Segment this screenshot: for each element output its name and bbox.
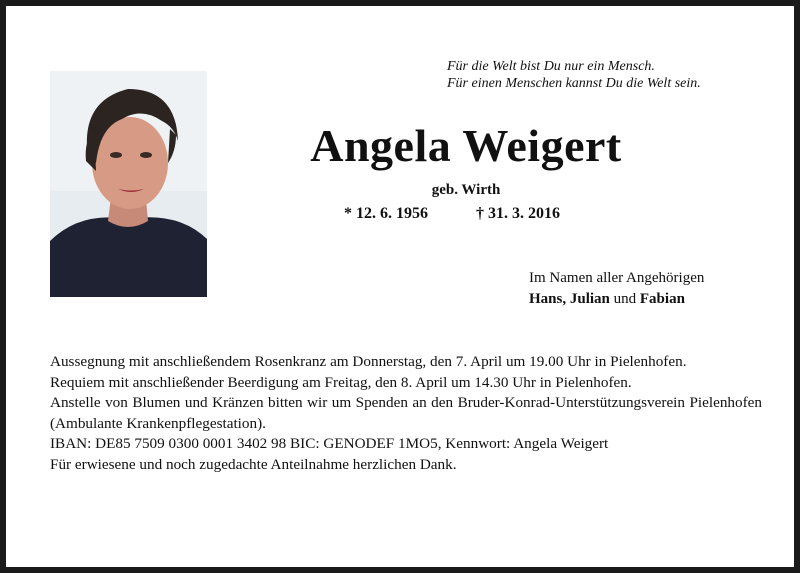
portrait-image	[50, 71, 207, 297]
family-signature	[529, 268, 704, 310]
paragraph-donations: Anstelle von Blumen und Kränzen bitten wir um Spenden an den Bruder-Konrad-Unterstützungsverein Pielenhofen (Ambulante Krankenpflegestation).	[50, 394, 762, 432]
death-date: † 31. 3. 2016	[476, 205, 560, 222]
quote-line-1: Für die Welt bist Du nur ein Mensch.	[447, 59, 655, 74]
paragraph-requiem: Requiem mit anschließender Beerdigung am Freitag, den 8. April um 14.30 Uhr in Pielenhofen.	[50, 373, 632, 391]
paragraph-bank-details: IBAN: DE85 7509 0300 0001 3402 98 BIC: GENODEF 1MO5, Kennwort: Angela Weigert	[50, 435, 609, 453]
portrait-photo	[50, 71, 207, 297]
memorial-quote	[447, 58, 777, 92]
family-name-1: Hans,	[529, 291, 567, 307]
quote-line-2: Für einen Menschen kannst Du die Welt sein.	[447, 76, 701, 91]
birth-date: * 12. 6. 1956	[344, 205, 428, 222]
funeral-details	[50, 352, 762, 476]
family-name-3: Fabian	[639, 291, 685, 307]
paragraph-thanks: Für erwiesene und noch zugedachte Anteilnahme herzlichen Dank.	[50, 455, 457, 473]
deceased-name: Angela Weigert	[310, 120, 622, 171]
family-names	[529, 289, 704, 310]
family-name-2: Julian	[569, 291, 610, 307]
paragraph-blessing: Aussegnung mit anschließendem Rosenkranz am Donnerstag, den 7. April um 19.00 Uhr in Pielenhofen.	[50, 353, 687, 370]
family-conjunction: und	[613, 291, 637, 307]
family-intro: Im Namen aller Angehörigen	[529, 270, 705, 286]
life-dates	[344, 205, 560, 223]
maiden-name: geb. Wirth	[431, 182, 501, 198]
